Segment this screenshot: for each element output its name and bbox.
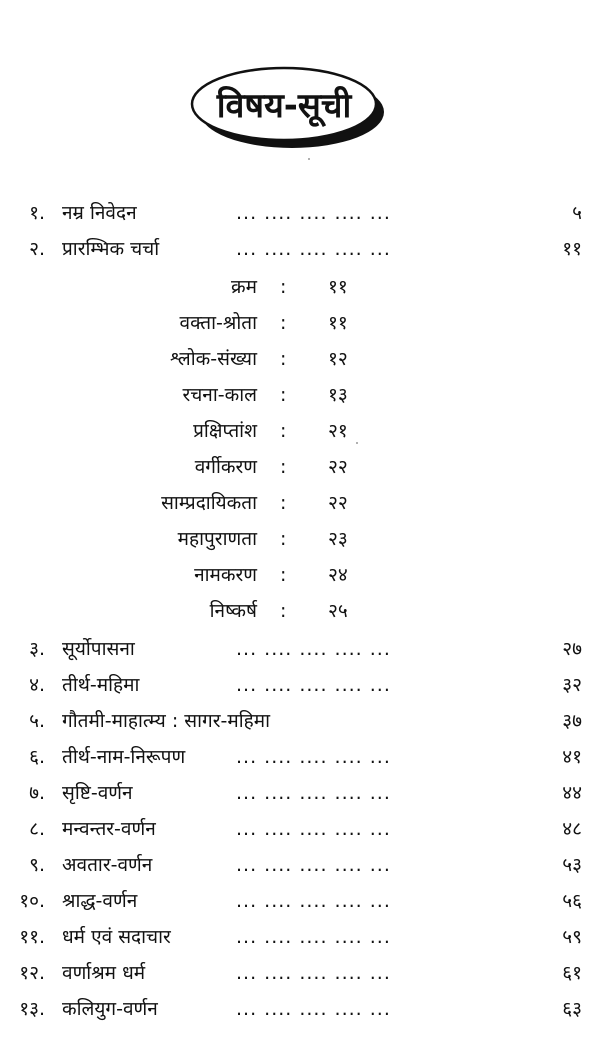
toc-subentry: [0, 378, 600, 412]
entry-title: मन्वन्तर-वर्णन: [62, 818, 156, 840]
entry-title: तीर्थ-महिमा: [62, 674, 140, 696]
subentry-title: प्रक्षिप्तांश: [193, 420, 257, 442]
toc-entry: [0, 740, 600, 774]
dot-leader: ... .... .... .... ...: [236, 998, 391, 1020]
toc-entry: [0, 812, 600, 846]
subentry-page: २४: [328, 564, 348, 586]
entry-number: १०.: [19, 890, 45, 912]
entry-number: २.: [29, 238, 45, 260]
subentry-page: २५: [328, 600, 348, 622]
entry-title: गौतमी-माहात्म्य : सागर-महिमा: [62, 710, 271, 732]
entry-page: ५३: [562, 854, 582, 876]
entry-number: ११.: [19, 926, 45, 948]
entry-page: ४८: [562, 818, 582, 840]
dot-leader: ... .... .... .... ...: [236, 890, 391, 912]
dot-leader: ... .... .... .... ...: [236, 238, 391, 260]
toc-entry: [0, 776, 600, 810]
entry-number: ६.: [29, 746, 45, 768]
toc-entry: [0, 992, 600, 1026]
subentry-title: रचना-काल: [182, 384, 257, 406]
entry-page: ५: [572, 202, 582, 224]
toc-subentry: [0, 450, 600, 484]
entry-page: ५९: [562, 926, 582, 948]
subentry-page: १३: [328, 384, 348, 406]
subentry-page: २१: [328, 420, 348, 442]
subentry-colon: :: [280, 492, 287, 514]
entry-page: २७: [562, 638, 582, 660]
subentry-page: ११: [328, 276, 348, 298]
entry-title: सूर्योपासना: [62, 638, 135, 660]
subentry-colon: :: [280, 312, 287, 334]
toc-subentry: [0, 342, 600, 376]
subentry-colon: :: [280, 456, 287, 478]
toc-subentry: [0, 270, 600, 304]
subentry-page: २२: [328, 456, 348, 478]
toc-entry: [0, 668, 600, 702]
entry-page: ११: [562, 238, 582, 260]
entry-page: ३७: [562, 710, 582, 732]
dot-leader: ... .... .... .... ...: [236, 674, 391, 696]
entry-page: ४४: [562, 782, 582, 804]
toc-entry: [0, 920, 600, 954]
entry-title: तीर्थ-नाम-निरूपण: [62, 746, 186, 768]
entry-page: ६१: [562, 962, 582, 984]
dot-leader: ... .... .... .... ...: [236, 854, 391, 876]
entry-number: ९.: [29, 854, 45, 876]
entry-title: धर्म एवं सदाचार: [62, 926, 171, 948]
entry-title: सृष्टि-वर्णन: [62, 782, 133, 804]
subentry-title: निष्कर्ष: [209, 600, 257, 622]
subentry-title: नामकरण: [194, 564, 257, 586]
toc-subentry: [0, 594, 600, 628]
dot-leader: ... .... .... .... ...: [236, 638, 391, 660]
toc-subentry: [0, 522, 600, 556]
entry-page: ५६: [562, 890, 582, 912]
entry-page: ४१: [562, 746, 582, 768]
toc-subentry: [0, 486, 600, 520]
subentry-colon: :: [280, 348, 287, 370]
subentry-colon: :: [280, 600, 287, 622]
paper-speck: [356, 442, 358, 444]
entry-number: ७.: [29, 782, 45, 804]
toc-subentry: [0, 306, 600, 340]
dot-leader: ... .... .... .... ...: [236, 782, 391, 804]
entry-title: प्रारम्भिक चर्चा: [62, 238, 160, 260]
toc-entry: [0, 956, 600, 990]
toc-entry: [0, 848, 600, 882]
entry-number: ८.: [29, 818, 45, 840]
subentry-colon: :: [280, 420, 287, 442]
subentry-page: २३: [328, 528, 348, 550]
toc-entry: [0, 232, 600, 266]
dot-leader: ... .... .... .... ...: [236, 962, 391, 984]
entry-title: कलियुग-वर्णन: [62, 998, 158, 1020]
entry-number: १३.: [19, 998, 45, 1020]
subentry-colon: :: [280, 276, 287, 298]
subentry-title: महापुराणता: [177, 528, 257, 550]
entry-title: श्राद्ध-वर्णन: [62, 890, 138, 912]
toc-subentry: [0, 558, 600, 592]
subentry-title: क्रम: [231, 276, 257, 298]
entry-title: वर्णाश्रम धर्म: [62, 962, 146, 984]
entry-page: ३२: [562, 674, 582, 696]
entry-number: ५.: [29, 710, 45, 732]
subentry-title: श्लोक-संख्या: [170, 348, 257, 370]
subentry-title: वक्ता-श्रोता: [179, 312, 257, 334]
toc-entry: [0, 704, 600, 738]
entry-title: नम्र निवेदन: [62, 202, 137, 224]
dot-leader: ... .... .... .... ...: [236, 818, 391, 840]
entry-number: ४.: [29, 674, 45, 696]
toc-entry: [0, 196, 600, 230]
dot-leader: ... .... .... .... ...: [236, 926, 391, 948]
dot-leader: ... .... .... .... ...: [236, 202, 391, 224]
subentry-colon: :: [280, 384, 287, 406]
dot-leader: ... .... .... .... ...: [236, 746, 391, 768]
toc-entry: [0, 884, 600, 918]
toc-subentry: [0, 414, 600, 448]
subentry-page: ११: [328, 312, 348, 334]
subentry-title: वर्गीकरण: [194, 456, 257, 478]
toc-entry: [0, 632, 600, 666]
subentry-colon: :: [280, 564, 287, 586]
page-title: विषय-सूची: [216, 86, 352, 126]
subentry-page: १२: [328, 348, 348, 370]
entry-title: अवतार-वर्णन: [62, 854, 153, 876]
subentry-colon: :: [280, 528, 287, 550]
subentry-title: साम्प्रदायिकता: [161, 492, 257, 514]
entry-number: १२.: [19, 962, 45, 984]
entry-page: ६३: [562, 998, 582, 1020]
paper-speck: [308, 158, 310, 160]
subentry-page: २२: [328, 492, 348, 514]
entry-number: ३.: [29, 638, 45, 660]
entry-number: १.: [29, 202, 45, 224]
